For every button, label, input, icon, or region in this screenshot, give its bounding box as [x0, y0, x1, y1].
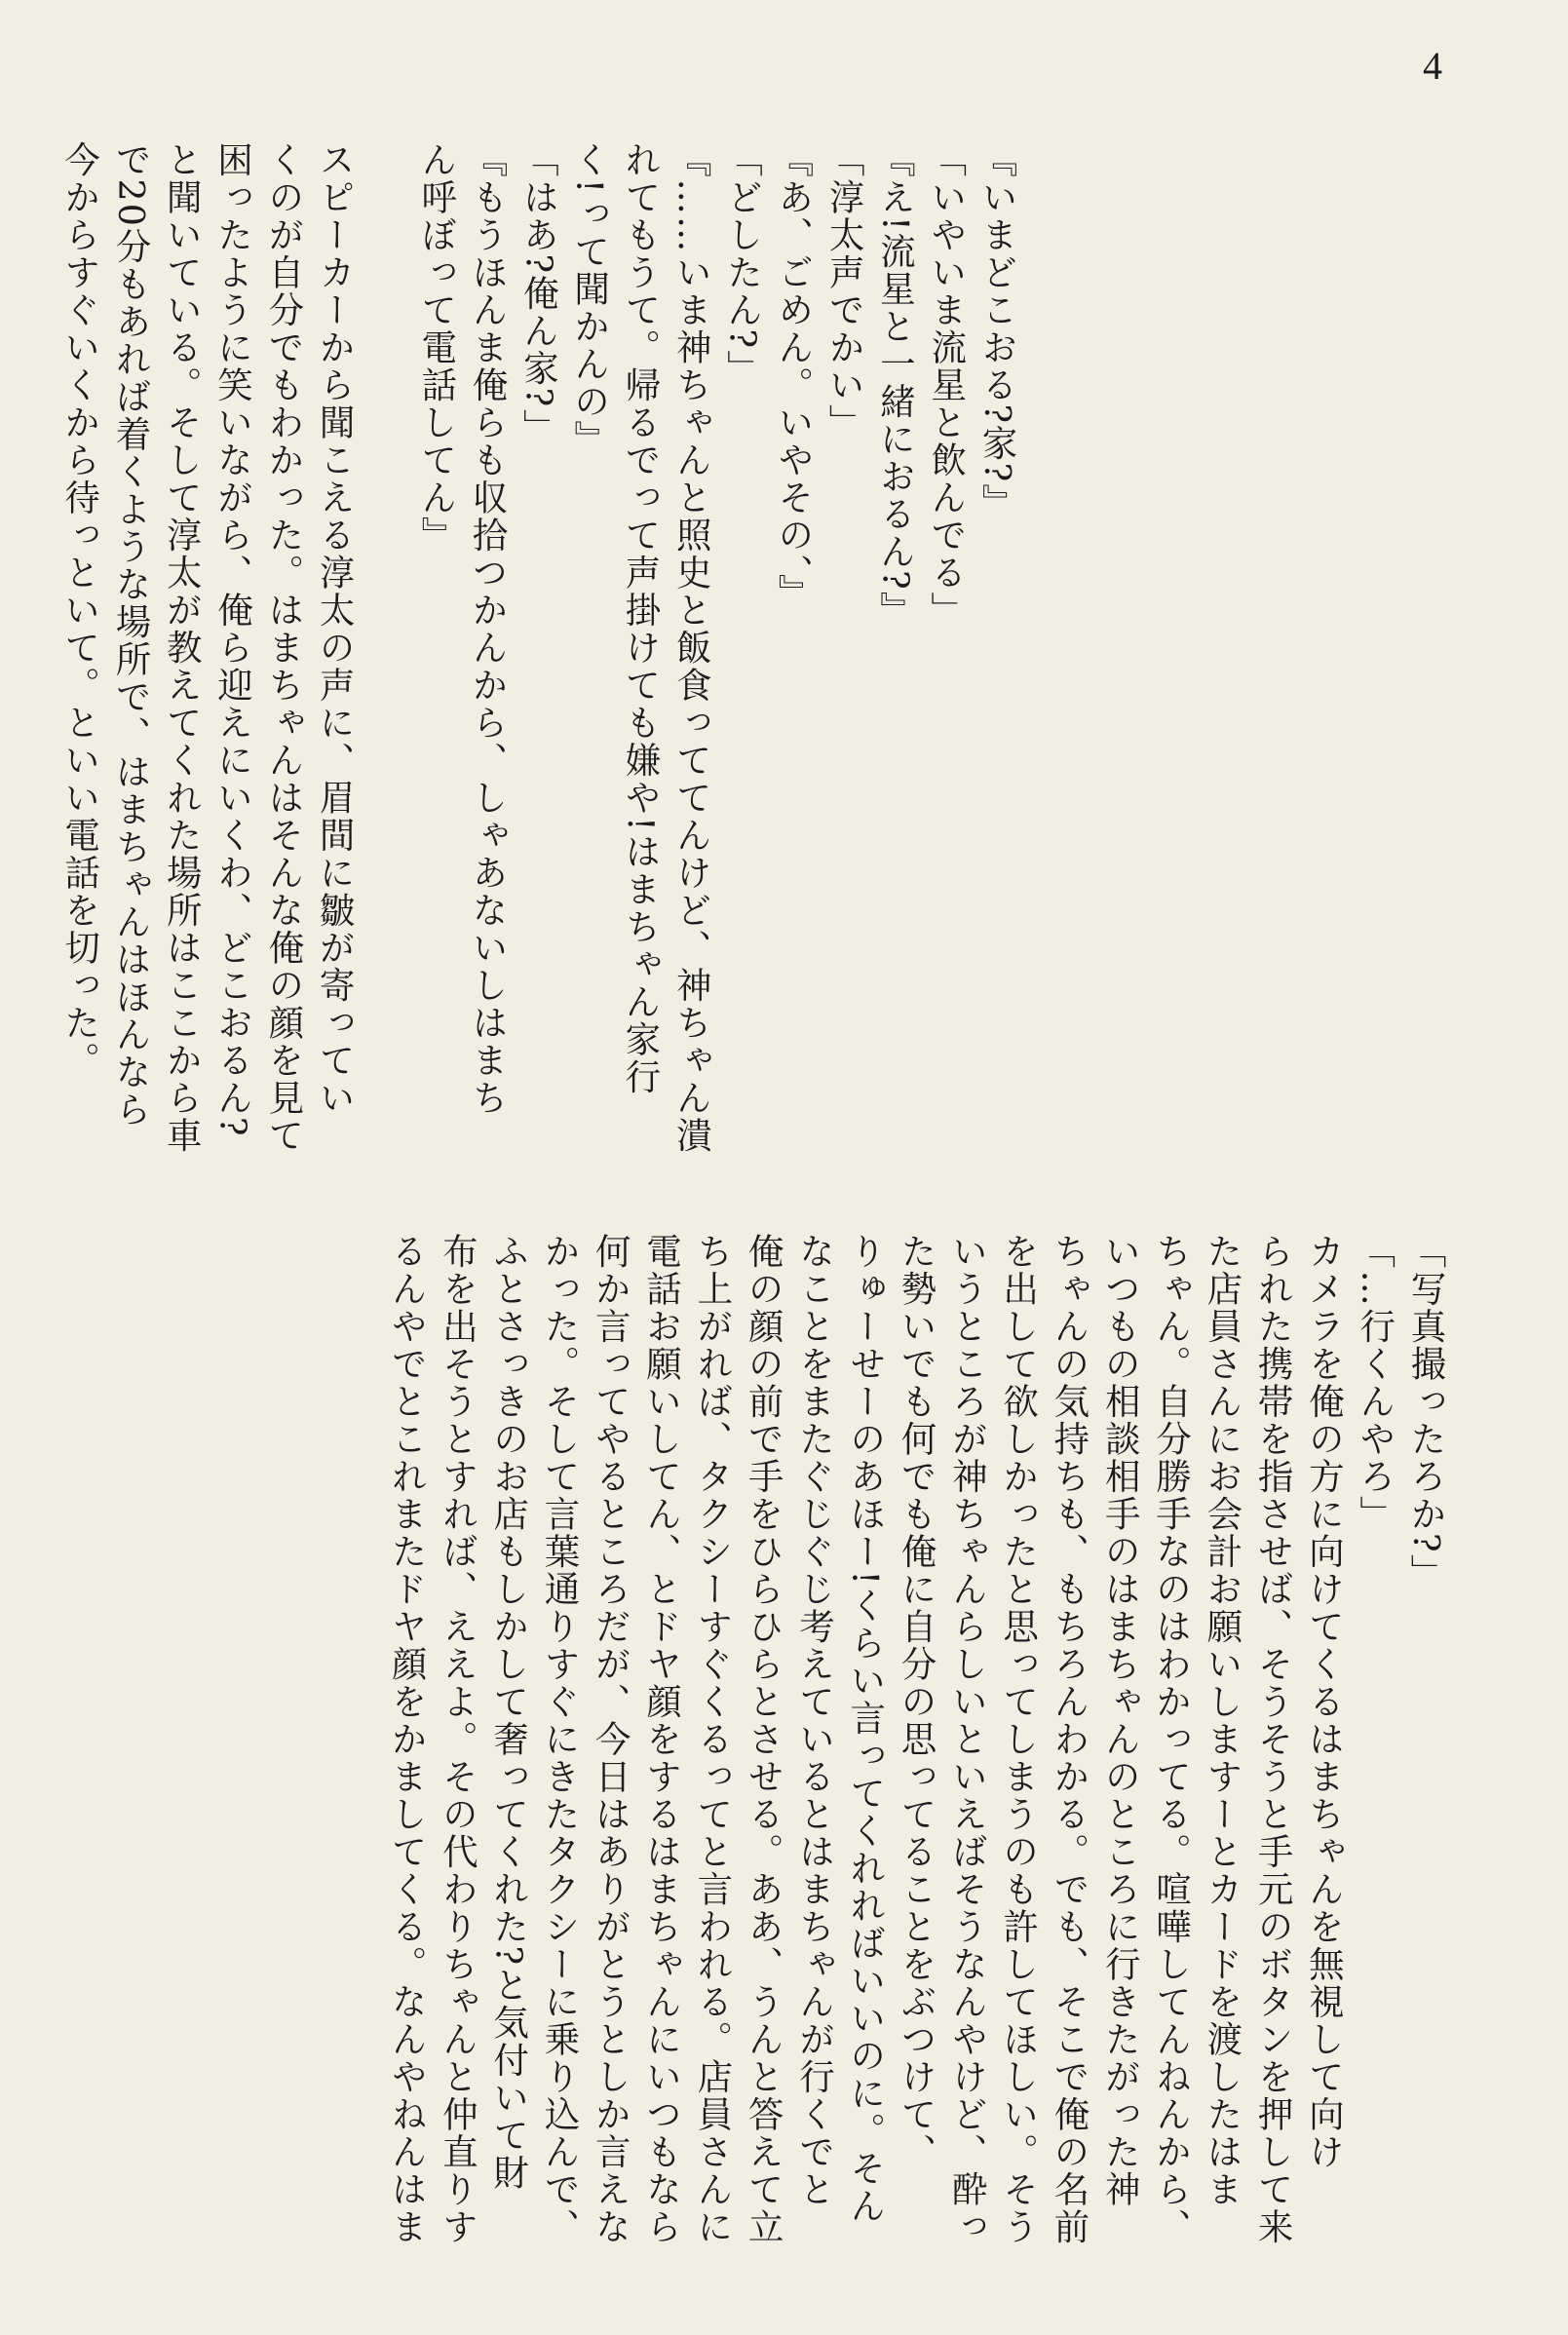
upper-text-line: く!って聞かんの』	[568, 141, 611, 458]
lower-text-line: るんやでとこれまたドヤ顔をかましてくる。なんやねんはま	[386, 1233, 429, 2246]
lower-text-line: かった。そして言葉通りすぐにきたタクシーに乗り込んで、	[538, 1233, 581, 2246]
lower-text-line: ちゃんの気持ちも、もちろんわかる。でも、そこで俺の名前	[1048, 1233, 1090, 2246]
upper-text-line: 「どしたん?」	[721, 141, 764, 388]
upper-text-line: 『もうほんま俺らも収拾つかんから、しゃあないしはまち	[467, 141, 510, 1117]
lower-text-line: ちゃん。自分勝手なのはわかってる。喧嘩してんねんから、	[1150, 1233, 1193, 2246]
upper-blank-line	[360, 141, 410, 1223]
lower-text-line: なことをまたぐじぐじ考えているとはまちゃんが行くでと	[793, 1233, 836, 2208]
lower-text-line: りゅーせーのあほー!くらい言ってくれればいいのに。そん	[844, 1233, 887, 2225]
upper-text-line: 『いまどこおる?家?』	[976, 141, 1018, 521]
upper-text-line: スピーカーから聞こえる淳太の声に、眉間に皺が寄ってい	[314, 141, 357, 1117]
upper-text-line: 『え!流星と一緒におるん?』	[874, 141, 917, 630]
page-number: 4	[1423, 44, 1442, 88]
upper-text-line: で20分もあれば着くような場所で、はまちゃんはほんなら	[109, 141, 152, 1129]
lower-text-line: カメラを俺の方に向けてくるはまちゃんを無視して向け	[1303, 1233, 1346, 2171]
upper-text-line: 困ったように笑いながら、俺ら迎えにいくわ、どこおるん?	[211, 141, 254, 1138]
lower-text-line: られた携帯を指させば、そうそうと手元のボタンを押して来	[1252, 1233, 1295, 2246]
lower-text-line: 電話お願いしてん、とドヤ顔をするはまちゃんにいつもなら	[640, 1233, 683, 2246]
lower-text-block	[381, 1233, 1451, 2315]
upper-text-line: 「いやいま流星と飲んでる」	[925, 141, 968, 630]
lower-text-line: いつもの相談相手のはまちゃんのところに行きたがった神	[1099, 1233, 1142, 2208]
upper-text-line: 『あ、ごめん。いやその、』	[772, 141, 815, 612]
lower-text-line: 「写真撮ったろか?」	[1405, 1233, 1447, 1592]
lower-text-line: た勢いでも何でも俺に自分の思ってることをぶつけて、	[896, 1233, 938, 2171]
upper-text-line: と聞いている。そして淳太が教えてくれた場所はここから車	[161, 141, 204, 1155]
upper-text-line: 「はあ?俺ん家?」	[517, 141, 560, 446]
upper-text-line: くのが自分でもわかった。はまちゃんはそんな俺の顔を見て	[262, 141, 305, 1155]
lower-text-line: た店員さんにお会計お願いしますーとカードを渡したはま	[1201, 1233, 1243, 2208]
upper-text-line	[0, 141, 3, 1223]
lower-text-line: を出して欲しかったと思ってしまうのも許してほしい。そう	[997, 1233, 1040, 2246]
upper-text-line: 『……いま神ちゃんと照史と飯食っててんけど、神ちゃん潰	[670, 141, 713, 1155]
lower-text-line: 何か言ってやるところだが、今日はありがとうとしか言えな	[590, 1233, 632, 2246]
lower-text-line: 布を出そうとすれば、ええよ。その代わりちゃんと仲直りす	[437, 1233, 479, 2246]
lower-text-line: 俺の顔の前で手をひらひらとさせる。ああ、うんと答えて立	[743, 1233, 785, 2246]
upper-text-line: 今からすぐいくから待っといて。といい電話を切った。	[58, 141, 101, 1080]
upper-text-line: 「淳太声でかい」	[823, 141, 866, 441]
lower-text-line: ち上がれば、タクシーすぐくるってと言われる。店員さんに	[691, 1233, 734, 2246]
lower-text-line: ふとさっきのお店もしかして奢ってくれた?と気付いて財	[487, 1233, 530, 2193]
upper-text-line: ん呼ぼって電話してん』	[415, 141, 458, 555]
lower-text-line: 「…行くんやろ」	[1354, 1233, 1396, 1533]
upper-text-line: れてもうて。帰るでって声掛けても嫌や!はまちゃん家行	[619, 141, 662, 1096]
upper-text-block	[0, 141, 1022, 1223]
lower-text-line: いうところが神ちゃんらしいといえばそうなんやけど、酔っ	[946, 1233, 989, 2246]
upper-blank-line	[3, 141, 54, 1223]
